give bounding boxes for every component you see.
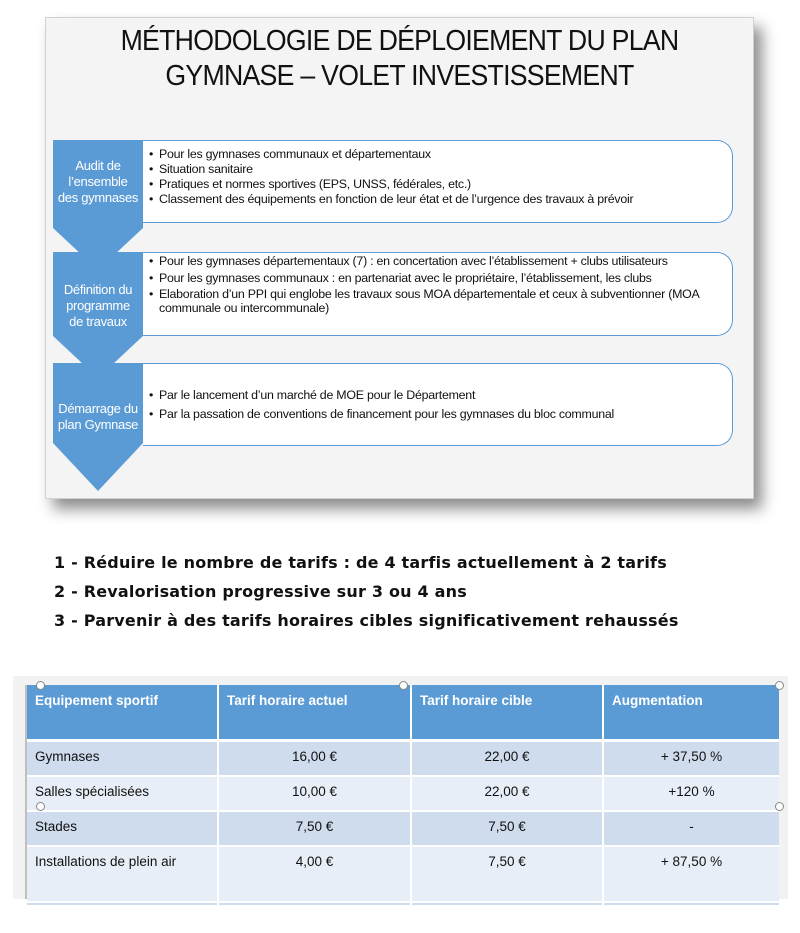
table-row: [27, 776, 779, 811]
cell-target-rate: 22,00 €: [411, 741, 603, 777]
slide-title-line-1: MÉTHODOLOGIE DE DÉPLOIEMENT DU PLAN: [120, 25, 679, 57]
step-details-box: [143, 252, 733, 336]
bullet-item: • Pour les gymnases communaux et départementaux: [149, 147, 726, 162]
cell-equipment: Salles spécialisées: [27, 776, 218, 811]
table-row-partial: [27, 902, 779, 906]
cell-current-rate: 16,00 €: [218, 741, 411, 777]
goal-item: 2 - Revalorisation progressive sur 3 ou 4 ans: [54, 582, 467, 601]
slide-title: [74, 24, 724, 94]
cell-target-rate: 22,00 €: [411, 776, 603, 811]
column-header: Equipement sportif: [27, 685, 218, 741]
step-label: Définition du programme de travaux: [63, 282, 133, 329]
bullet-item: • Elaboration d’un PPI qui englobe les travaux sous MOA départementale et ceux à subventionner (MOA communale ou intercommunale): [149, 287, 726, 315]
step-details-box: [143, 140, 733, 223]
table-row: [27, 741, 779, 777]
cell-current-rate: 10,00 €: [218, 776, 411, 811]
resize-handle-icon[interactable]: [399, 681, 408, 690]
pricing-table: [27, 685, 779, 907]
cell-current-rate: 7,50 €: [218, 811, 411, 846]
cell-increase: -: [603, 811, 779, 846]
pricing-table-container: [13, 676, 788, 899]
goal-item: 3 - Parvenir à des tarifs horaires cibles significativement rehaussés: [54, 611, 679, 630]
bullet-item: • Situation sanitaire: [149, 162, 726, 177]
column-header: Augmentation: [603, 685, 779, 741]
column-header: Tarif horaire cible: [411, 685, 603, 741]
resize-handle-icon[interactable]: [36, 681, 45, 690]
step-label: Audit de l’ensemble des gymnases: [57, 158, 139, 205]
bullet-item: • Par la passation de conventions de financement pour les gymnases du bloc communal: [149, 405, 726, 424]
goals-list: [54, 548, 679, 635]
slide-title-line-2: GYMNASE – VOLET INVESTISSEMENT: [165, 60, 634, 92]
column-header: Tarif horaire actuel: [218, 685, 411, 741]
cell-target-rate: 7,50 €: [411, 811, 603, 846]
cell-increase: + 87,50 %: [603, 846, 779, 902]
resize-handle-icon[interactable]: [775, 681, 784, 690]
bullet-item: • Classement des équipements en fonction de leur état et de l’urgence des travaux à prévoir: [149, 192, 726, 207]
bullet-item: • Pratiques et normes sportives (EPS, UNSS, fédérales, etc.): [149, 177, 726, 192]
methodology-slide: [45, 17, 754, 499]
bullet-item: • Pour les gymnases communaux : en partenariat avec le propriétaire, l’établissement, les clubs: [149, 271, 726, 285]
bullet-item: • Pour les gymnases départementaux (7) : en concertation avec l’établissement + clubs utilisateurs: [149, 254, 726, 268]
table-header-row: [27, 685, 779, 741]
table-row: [27, 811, 779, 846]
cell-equipment: Installations de plein air: [27, 846, 218, 902]
step-details-box: [143, 363, 733, 446]
cell-equipment: Stades: [27, 811, 218, 846]
cell-current-rate: 4,00 €: [218, 846, 411, 902]
bullet-item: • Par le lancement d’un marché de MOE pour le Département: [149, 386, 726, 405]
table-row: [27, 846, 779, 902]
step-label: Démarrage du plan Gymnase: [57, 401, 139, 432]
resize-handle-icon[interactable]: [36, 802, 45, 811]
goal-item: 1 - Réduire le nombre de tarifs : de 4 tarfis actuellement à 2 tarifs: [54, 553, 667, 572]
resize-handle-icon[interactable]: [775, 802, 784, 811]
cell-equipment: Gymnases: [27, 741, 218, 777]
cell-increase: +120 %: [603, 776, 779, 811]
cell-target-rate: 7,50 €: [411, 846, 603, 902]
cell-increase: + 37,50 %: [603, 741, 779, 777]
